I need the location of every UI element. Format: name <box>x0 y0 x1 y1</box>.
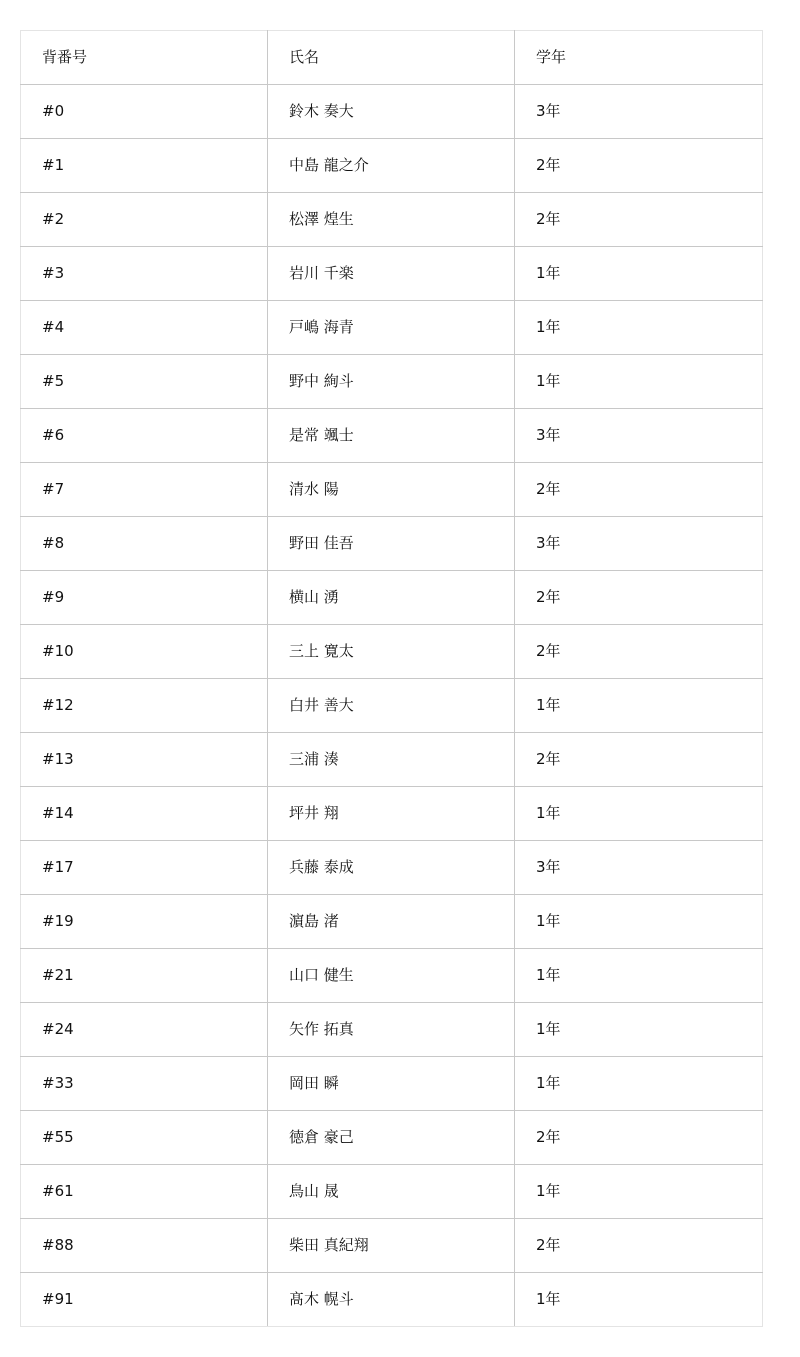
cell-name: 野田 佳吾 <box>268 517 515 571</box>
cell-name: 岡田 瞬 <box>268 1057 515 1111</box>
cell-grade: 3年 <box>515 85 763 139</box>
table-row <box>21 787 763 841</box>
cell-name: 山口 健生 <box>268 949 515 1003</box>
cell-name: 是常 颯士 <box>268 409 515 463</box>
roster-table-container <box>20 30 762 1327</box>
cell-grade: 1年 <box>515 1057 763 1111</box>
table-row <box>21 1057 763 1111</box>
cell-number: #55 <box>21 1111 268 1165</box>
cell-name: 松澤 煌生 <box>268 193 515 247</box>
table-row <box>21 139 763 193</box>
table-row <box>21 571 763 625</box>
table-row <box>21 1219 763 1273</box>
cell-name: 鈴木 奏大 <box>268 85 515 139</box>
cell-grade: 1年 <box>515 679 763 733</box>
cell-grade: 2年 <box>515 463 763 517</box>
cell-name: 坪井 翔 <box>268 787 515 841</box>
cell-number: #7 <box>21 463 268 517</box>
cell-number: #9 <box>21 571 268 625</box>
cell-name: 髙木 幌斗 <box>268 1273 515 1327</box>
cell-number: #6 <box>21 409 268 463</box>
cell-grade: 1年 <box>515 301 763 355</box>
cell-name: 三浦 湊 <box>268 733 515 787</box>
table-row <box>21 625 763 679</box>
cell-name: 徳倉 豪己 <box>268 1111 515 1165</box>
cell-number: #1 <box>21 139 268 193</box>
table-row <box>21 841 763 895</box>
cell-number: #10 <box>21 625 268 679</box>
cell-number: #91 <box>21 1273 268 1327</box>
table-row <box>21 1111 763 1165</box>
table-body <box>21 85 763 1327</box>
cell-grade: 1年 <box>515 895 763 949</box>
cell-number: #19 <box>21 895 268 949</box>
cell-name: 岩川 千楽 <box>268 247 515 301</box>
cell-name: 横山 湧 <box>268 571 515 625</box>
cell-name: 野中 絢斗 <box>268 355 515 409</box>
cell-grade: 2年 <box>515 193 763 247</box>
cell-name: 清水 陽 <box>268 463 515 517</box>
table-row <box>21 895 763 949</box>
cell-number: #4 <box>21 301 268 355</box>
table-header <box>21 31 763 85</box>
table-row <box>21 301 763 355</box>
table-row <box>21 355 763 409</box>
cell-number: #88 <box>21 1219 268 1273</box>
cell-grade: 2年 <box>515 733 763 787</box>
cell-number: #5 <box>21 355 268 409</box>
cell-grade: 1年 <box>515 1165 763 1219</box>
table-row <box>21 85 763 139</box>
table-row <box>21 1165 763 1219</box>
cell-number: #3 <box>21 247 268 301</box>
cell-grade: 1年 <box>515 355 763 409</box>
cell-grade: 3年 <box>515 409 763 463</box>
table-row <box>21 949 763 1003</box>
cell-number: #2 <box>21 193 268 247</box>
cell-grade: 1年 <box>515 787 763 841</box>
cell-grade: 2年 <box>515 1219 763 1273</box>
cell-number: #24 <box>21 1003 268 1057</box>
table-row <box>21 517 763 571</box>
cell-grade: 3年 <box>515 517 763 571</box>
cell-grade: 1年 <box>515 247 763 301</box>
table-row <box>21 1003 763 1057</box>
cell-grade: 2年 <box>515 571 763 625</box>
cell-name: 柴田 真紀翔 <box>268 1219 515 1273</box>
cell-name: 白井 善大 <box>268 679 515 733</box>
cell-name: 兵藤 泰成 <box>268 841 515 895</box>
cell-number: #12 <box>21 679 268 733</box>
cell-name: 三上 寛太 <box>268 625 515 679</box>
cell-number: #8 <box>21 517 268 571</box>
header-row <box>21 31 763 85</box>
cell-number: #61 <box>21 1165 268 1219</box>
cell-grade: 1年 <box>515 1273 763 1327</box>
table-row <box>21 1273 763 1327</box>
cell-name: 矢作 拓真 <box>268 1003 515 1057</box>
table-row <box>21 193 763 247</box>
cell-number: #0 <box>21 85 268 139</box>
cell-grade: 1年 <box>515 949 763 1003</box>
cell-number: #33 <box>21 1057 268 1111</box>
cell-number: #14 <box>21 787 268 841</box>
cell-name: 中島 龍之介 <box>268 139 515 193</box>
table-row <box>21 409 763 463</box>
cell-number: #17 <box>21 841 268 895</box>
cell-name: 濵島 渚 <box>268 895 515 949</box>
cell-grade: 2年 <box>515 139 763 193</box>
cell-number: #21 <box>21 949 268 1003</box>
table-row <box>21 733 763 787</box>
table-row <box>21 247 763 301</box>
table-row <box>21 463 763 517</box>
cell-name: 戸嶋 海青 <box>268 301 515 355</box>
table-row <box>21 679 763 733</box>
header-number: 背番号 <box>21 31 268 85</box>
roster-table <box>20 30 763 1327</box>
cell-grade: 1年 <box>515 1003 763 1057</box>
cell-grade: 2年 <box>515 625 763 679</box>
cell-number: #13 <box>21 733 268 787</box>
cell-grade: 2年 <box>515 1111 763 1165</box>
cell-name: 鳥山 晟 <box>268 1165 515 1219</box>
header-name: 氏名 <box>268 31 515 85</box>
header-grade: 学年 <box>515 31 763 85</box>
cell-grade: 3年 <box>515 841 763 895</box>
